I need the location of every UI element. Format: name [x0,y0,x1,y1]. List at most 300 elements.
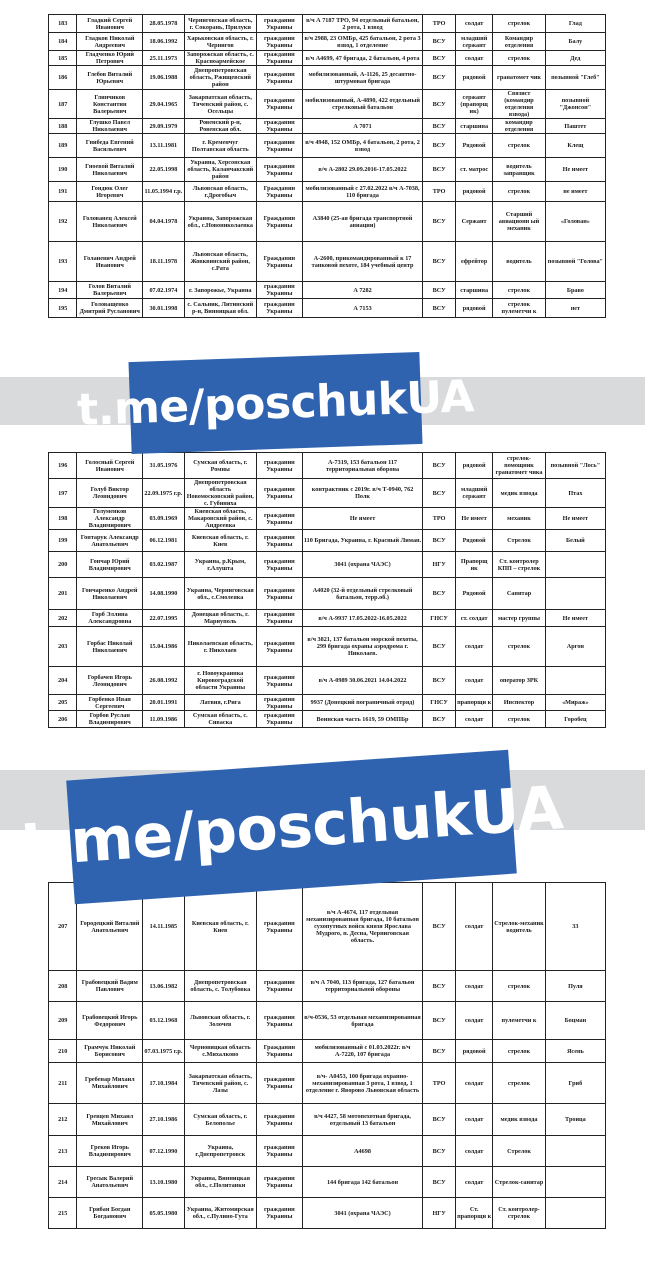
row-number-cell: 206 [49,711,77,728]
table-row [49,51,606,66]
citizenship-cell: гражданин Украины [256,1104,302,1136]
birth-date-cell: 03.12.1968 [143,1002,185,1040]
rank-cell: солдат [456,51,493,66]
birth-date-cell: 07.12.1990 [143,1136,185,1167]
callsign-cell: Паштет [545,119,605,134]
row-number-cell: 207 [49,883,77,971]
table-row [49,578,606,610]
position-cell: Стрелок-санитар [493,1167,546,1198]
full-name-cell: Грабовецкий Вадим Павлович [77,971,143,1002]
birth-date-cell: 15.04.1986 [143,627,185,667]
citizenship-cell: гражданин Украины [256,33,302,51]
citizenship-cell: гражданин Украины [256,1002,302,1040]
full-name-cell: Грамчук Николай Борисович [77,1040,143,1063]
birth-date-cell: 31.05.1976 [143,453,185,479]
row-number-cell: 185 [49,51,77,66]
full-name-cell: Глушко Павел Николаевич [77,119,143,134]
birth-date-cell: 19.06.1988 [143,66,185,90]
service-branch-cell: ВСУ [423,66,456,90]
birth-date-cell: 03.09.1969 [143,508,185,530]
service-branch-cell: ВСУ [423,711,456,728]
rank-cell: старшина [456,119,493,134]
rank-cell: младший сержант [456,33,493,51]
position-cell: гранатомет чик [493,66,546,90]
service-branch-cell: ГНСУ [423,610,456,627]
position-cell: стрелок [493,1063,546,1104]
service-branch-cell: ВСУ [423,119,456,134]
service-branch-cell: ВСУ [423,530,456,552]
row-number-cell: 200 [49,552,77,578]
row-number-cell: 196 [49,453,77,479]
military-unit-cell: А 7282 [302,282,422,299]
military-unit-cell: контрактник с 2019г. в/ч Т-0940, 762 Полк [302,479,422,508]
service-branch-cell: ТРО [423,1063,456,1104]
table-row [49,479,606,508]
full-name-cell: Гладков Николай Андреевич [77,33,143,51]
military-unit-cell: А4020 (32-й отдельный стрелковый батальон, терр.об.) [302,578,422,610]
service-branch-cell: НГУ [423,1198,456,1229]
table-row [49,552,606,578]
row-number-cell: 199 [49,530,77,552]
row-number-cell: 202 [49,610,77,627]
callsign-cell: Ясень [545,1040,605,1063]
table-row [49,530,606,552]
table-row [49,90,606,119]
citizenship-cell: гражданин Украины [256,695,302,711]
birth-date-cell: 26.08.1992 [143,667,185,695]
full-name-cell: Гребенар Михаил Михайлович [77,1063,143,1104]
position-cell: водитель [493,242,546,282]
service-branch-cell: ВСУ [423,134,456,158]
birth-date-cell: 13.11.1981 [143,134,185,158]
callsign-cell: Пуля [545,971,605,1002]
birth-date-cell: 27.10.1986 [143,1104,185,1136]
row-number-cell: 188 [49,119,77,134]
rank-cell: Не имеет [456,508,493,530]
position-cell: Связист (командир отделения взвода) [493,90,546,119]
birth-date-cell: 20.01.1991 [143,695,185,711]
service-branch-cell: ТРО [423,15,456,33]
soldier-table-page-two [48,452,606,728]
callsign-cell: нет [545,299,605,318]
birthplace-cell: г. Запорожье, Украина [184,282,256,299]
page-two [0,425,645,770]
soldier-table-page-three [48,882,606,1229]
page-one [0,0,645,377]
birthplace-cell: г. Кременчуг Полтавская область [184,134,256,158]
military-unit-cell: в/ч А 7187 ТРО, 94 отдельный батальон, 2 рота, 1 взвод [302,15,422,33]
birthplace-cell: Закарпатская область, Тячевский район, с. Лазы [184,1063,256,1104]
birthplace-cell: Киевская область, Макаровский район, с. Андреевка [184,508,256,530]
row-number-cell: 209 [49,1002,77,1040]
citizenship-cell: гражданин Украины [256,508,302,530]
table-row [49,242,606,282]
citizenship-cell: гражданин Украины [256,971,302,1002]
service-branch-cell: ВСУ [423,1104,456,1136]
military-unit-cell: А 7153 [302,299,422,318]
rank-cell: Сержант [456,202,493,242]
position-cell: стрелок [493,1040,546,1063]
service-branch-cell: ВСУ [423,667,456,695]
table-row [49,158,606,182]
full-name-cell: Голованец Алексей Николаевич [77,202,143,242]
table-row [49,508,606,530]
service-branch-cell: ВСУ [423,1167,456,1198]
full-name-cell: Голосный Сергей Иванович [77,453,143,479]
rank-cell: солдат [456,1136,493,1167]
full-name-cell: Глебов Виталий Юрьевич [77,66,143,90]
rank-cell: рядовой [456,1040,493,1063]
citizenship-cell: гражданин Украины [256,90,302,119]
row-number-cell: 203 [49,627,77,667]
citizenship-cell: гражданин Украины [256,578,302,610]
birth-date-cell: 18.06.1992 [143,33,185,51]
full-name-cell: Голаневич Андрей Иванович [77,242,143,282]
table-row [49,182,606,202]
position-cell: Стрелок [493,530,546,552]
citizenship-cell: гражданин Украины [256,711,302,728]
position-cell: Стрелок-механик водитель [493,883,546,971]
full-name-cell: Гноевой Виталий Николаевич [77,158,143,182]
citizenship-cell: Гражданин Украины [256,182,302,202]
birth-date-cell: 29.09.1979 [143,119,185,134]
callsign-cell [545,552,605,578]
military-unit-cell: в/ч А-0989 30.06.2021 14.04.2022 [302,667,422,695]
full-name-cell: Голуб Виктор Леонидович [77,479,143,508]
full-name-cell: Горбенко Иван Сергеевич [77,695,143,711]
position-cell: механик [493,508,546,530]
full-name-cell: Головащенко Дмитрий Русланович [77,299,143,318]
birthplace-cell: Сумская область, г. Белополье [184,1104,256,1136]
citizenship-cell: гражданин Украины [256,299,302,318]
callsign-cell [545,1136,605,1167]
table-row [49,1167,606,1198]
military-unit-cell: в/ч А4699, 47 бригада, 2 батальон, 4 рота [302,51,422,66]
service-branch-cell: ВСУ [423,242,456,282]
row-number-cell: 212 [49,1104,77,1136]
birthplace-cell: Сумская область, с. Сиваска [184,711,256,728]
position-cell: медик взвода [493,479,546,508]
citizenship-cell: гражданин Украины [256,610,302,627]
callsign-cell: Не имеет [545,508,605,530]
full-name-cell: Глинчиков Константин Валерьевич [77,90,143,119]
row-number-cell: 183 [49,15,77,33]
row-number-cell: 213 [49,1136,77,1167]
military-unit-cell: 110 Бригада, Украина, г. Красный Лиман. [302,530,422,552]
table-row [49,202,606,242]
birthplace-cell: Киевская область, г. Киев [184,530,256,552]
service-branch-cell: ВСУ [423,479,456,508]
full-name-cell: Грабовецкий Игорь Федорович [77,1002,143,1040]
military-unit-cell: в/ч- А0453, 100 бригада охранно-механизированная 3 рота, 1 взвод, 1 отделение г. Яворово Львовская область [302,1063,422,1104]
callsign-cell: позывной "Глеб" [545,66,605,90]
full-name-cell: Греков Игорь Владимирович [77,1136,143,1167]
rank-cell: солдат [456,1167,493,1198]
birthplace-cell: Черниговская область, г. Сокорань, Прилуки [184,15,256,33]
full-name-cell: Горбов Руслан Владимирович [77,711,143,728]
military-unit-cell: мобилизованный с 27.02.2022 в/ч А-7038, 110 бригада [302,182,422,202]
citizenship-cell: гражданин Украины [256,158,302,182]
military-unit-cell: мобилизованный, А-4890, 422 отдельный стрелковый батальон [302,90,422,119]
service-branch-cell: ВСУ [423,883,456,971]
rank-cell: рядовой [456,182,493,202]
citizenship-cell: гражданин Украины [256,453,302,479]
citizenship-cell: гражданин Украины [256,530,302,552]
rank-cell: солдат [456,627,493,667]
full-name-cell: Гонтарук Александр Анатольевич [77,530,143,552]
birth-date-cell: 04.04.1978 [143,202,185,242]
watermark-banner: t.me/poschukUA [132,355,420,451]
birthplace-cell: Сумская область, г. Ромны [184,453,256,479]
birthplace-cell: Донецкая область, г. Мариуполь [184,610,256,627]
position-cell: стрелок [493,182,546,202]
position-cell: стрелок [493,971,546,1002]
military-unit-cell: в/ч 3821, 137 батальон морской пехоты, 299 бригада охраны аэродрома г. Николаев. [302,627,422,667]
full-name-cell: Городецкий Виталий Анатольевич [77,883,143,971]
watermark-banner: t.me/poschukUA [69,753,513,901]
callsign-cell: не имеет [545,182,605,202]
birthplace-cell: Днепропетровская область, с. Толубовка [184,971,256,1002]
birthplace-cell: Украина, г.Днепропетровск [184,1136,256,1167]
callsign-cell: «Голован» [545,202,605,242]
rank-cell: ст. матрос [456,158,493,182]
military-unit-cell: в/ч-0536, 53 отдельная механизированная бригада [302,1002,422,1040]
row-number-cell: 194 [49,282,77,299]
birth-date-cell: 18.11.1978 [143,242,185,282]
service-branch-cell: ТРО [423,182,456,202]
birthplace-cell: Львовская область, г.Дрогобыч [184,182,256,202]
citizenship-cell: Гражданин Украины [256,242,302,282]
military-unit-cell: мобилизованный, А-1126, 25 десантно-штурмовая бригада [302,66,422,90]
service-branch-cell: ВСУ [423,158,456,182]
callsign-cell: Боцман [545,1002,605,1040]
callsign-cell: Горобец [545,711,605,728]
birthplace-cell: Украина, Черниговская обл., с.Смолеяка [184,578,256,610]
service-branch-cell: ВСУ [423,627,456,667]
position-cell: Ст. контролер КПП – стрелок [493,552,546,578]
row-number-cell: 205 [49,695,77,711]
service-branch-cell: ВСУ [423,453,456,479]
callsign-cell: Птах [545,479,605,508]
birth-date-cell: 29.04.1965 [143,90,185,119]
rank-cell: солдат [456,1063,493,1104]
full-name-cell: Голуменков Александр Владимирович [77,508,143,530]
position-cell: пулеметчи к [493,1002,546,1040]
military-unit-cell: 3041 (охрана ЧАЭС) [302,552,422,578]
birth-date-cell: 07.02.1974 [143,282,185,299]
full-name-cell: Гладченко Юрий Петрович [77,51,143,66]
table-row [49,1002,606,1040]
military-unit-cell: Не имеет [302,508,422,530]
full-name-cell: Гончар Юрий Владимирович [77,552,143,578]
callsign-cell: Клещ [545,134,605,158]
birthplace-cell: Черновицкая область с.Михалково [184,1040,256,1063]
callsign-cell [545,1167,605,1198]
citizenship-cell: гражданин Украины [256,1198,302,1229]
row-number-cell: 204 [49,667,77,695]
birth-date-cell: 22.07.1995 [143,610,185,627]
service-branch-cell: ТРО [423,508,456,530]
callsign-cell: Дед [545,51,605,66]
table-row [49,1198,606,1229]
birth-date-cell: 22.05.1998 [143,158,185,182]
military-unit-cell: А-7319, 153 батальон 117 территориальная оборона [302,453,422,479]
service-branch-cell: ВСУ [423,971,456,1002]
service-branch-cell: ВСУ [423,282,456,299]
service-branch-cell: ВСУ [423,578,456,610]
table-row [49,1136,606,1167]
table-row [49,711,606,728]
military-unit-cell: мобилизованный с 01.03.2022г. в/ч А-7220, 107 бригада [302,1040,422,1063]
row-number-cell: 189 [49,134,77,158]
callsign-cell: 33 [545,883,605,971]
row-number-cell: 197 [49,479,77,508]
military-unit-cell: в/ч А-2802 29.09.2016-17.05.2022 [302,158,422,182]
citizenship-cell: гражданин Украины [256,134,302,158]
full-name-cell: Гнибеда Евгений Васильевич [77,134,143,158]
table-row [49,610,606,627]
rank-cell: Рядовой [456,578,493,610]
rank-cell: ефрейтор [456,242,493,282]
citizenship-cell: гражданин Украины [256,883,302,971]
position-cell: стрелок [493,134,546,158]
military-unit-cell: Воинская часть 1619, 59 ОМПБр [302,711,422,728]
birthplace-cell: Днепропетровская область, Ржищевский район [184,66,256,90]
table-row [49,453,606,479]
position-cell: стрелок [493,711,546,728]
rank-cell: младший сержант [456,479,493,508]
row-number-cell: 191 [49,182,77,202]
row-number-cell: 190 [49,158,77,182]
military-unit-cell: в/ч 2988, 23 ОМБр, 425 батальон, 2 рота 3 взвод, 1 отделение [302,33,422,51]
table-row [49,33,606,51]
rank-cell: старшина [456,282,493,299]
callsign-cell: «Мираж» [545,695,605,711]
callsign-cell: Аргон [545,627,605,667]
birth-date-cell: 14.11.1985 [143,883,185,971]
full-name-cell: Голов Виталий Валерьевич [77,282,143,299]
row-number-cell: 193 [49,242,77,282]
position-cell: медик взвода [493,1104,546,1136]
table-row [49,1104,606,1136]
position-cell: Старший авиационн ый механик [493,202,546,242]
rank-cell: Ст. прапорщи к [456,1198,493,1229]
birth-date-cell: 22.09.1975 г.р. [143,479,185,508]
row-number-cell: 201 [49,578,77,610]
row-number-cell: 215 [49,1198,77,1229]
table-row [49,627,606,667]
position-cell: Стрелок [493,1136,546,1167]
position-cell: стрелок пулеметчи к [493,299,546,318]
citizenship-cell: гражданин Украины [256,479,302,508]
birthplace-cell: Львовская область, Жовквинский район, с.Рата [184,242,256,282]
citizenship-cell: гражданин Украины [256,51,302,66]
callsign-cell: Троица [545,1104,605,1136]
rank-cell: солдат [456,1104,493,1136]
table-row [49,66,606,90]
full-name-cell: Гревцев Михаил Михайлович [77,1104,143,1136]
row-number-cell: 186 [49,66,77,90]
birthplace-cell: Запорожская область, с. Красноармейское [184,51,256,66]
rank-cell: солдат [456,15,493,33]
position-cell: водитель заправщик [493,158,546,182]
citizenship-cell: гражданин Украины [256,627,302,667]
callsign-cell: Глад [545,15,605,33]
row-number-cell: 211 [49,1063,77,1104]
birthplace-cell: Украина, Житомирская обл., с.Пулино-Гута [184,1198,256,1229]
service-branch-cell: ВСУ [423,1136,456,1167]
citizenship-cell: Гражданин Украины [256,1040,302,1063]
military-unit-cell: 144 бригада 142 батальон [302,1167,422,1198]
position-cell: оператор ЗРК [493,667,546,695]
birth-date-cell: 07.03.1975 г.р. [143,1040,185,1063]
military-unit-cell: в/ч 4948, 152 ОМБр, 4 батальон, 2 рота, 2 взвод [302,134,422,158]
military-unit-cell: А3840 (25-ая бригада транспортной авиации) [302,202,422,242]
full-name-cell: Гресык Валерий Анатольевич [77,1167,143,1198]
birthplace-cell: Украина, Винницкая обл., с.Политанки [184,1167,256,1198]
birthplace-cell: Харьковская область, г. Чернигов [184,33,256,51]
full-name-cell: Гладкий Сергей Иванович [77,15,143,33]
rank-cell: солдат [456,711,493,728]
birth-date-cell: 11.09.1986 [143,711,185,728]
callsign-cell: Белый [545,530,605,552]
rank-cell: сержант (прапорщ ик) [456,90,493,119]
military-unit-cell: А4698 [302,1136,422,1167]
birthplace-cell: Львовская область, г. Золочев [184,1002,256,1040]
service-branch-cell: НГУ [423,552,456,578]
birth-date-cell: 13.06.1982 [143,971,185,1002]
callsign-cell: Гриб [545,1063,605,1104]
rank-cell: прапорщи к [456,695,493,711]
rank-cell: ст. солдат [456,610,493,627]
citizenship-cell: гражданин Украины [256,15,302,33]
birth-date-cell: 05.05.1980 [143,1198,185,1229]
position-cell: стрелок [493,51,546,66]
row-number-cell: 198 [49,508,77,530]
table-row [49,667,606,695]
citizenship-cell: гражданин Украины [256,282,302,299]
full-name-cell: Гондюк Олег Игоревич [77,182,143,202]
rank-cell: солдат [456,1002,493,1040]
table-row [49,282,606,299]
citizenship-cell: гражданин Украины [256,66,302,90]
full-name-cell: Грибан Богдан Богданович [77,1198,143,1229]
birthplace-cell: Украина, р.Крым, г.Алушта [184,552,256,578]
table-row [49,15,606,33]
position-cell: Командир отделения [493,33,546,51]
row-number-cell: 208 [49,971,77,1002]
table-row [49,695,606,711]
callsign-cell: позывной "Голова" [545,242,605,282]
rank-cell: солдат [456,667,493,695]
citizenship-cell: гражданин Украины [256,552,302,578]
birthplace-cell: г. Новоукраинка Кировоградской области Украины [184,667,256,695]
position-cell: Санитар [493,578,546,610]
citizenship-cell: гражданин Украины [256,119,302,134]
birthplace-cell: Закарпатская область, Тячевский район, с. Осельцы [184,90,256,119]
callsign-cell: позывной "Джонсон" [545,90,605,119]
military-unit-cell: А 7071 [302,119,422,134]
table-row [49,1063,606,1104]
position-cell: Ст. контролер-стрелок [493,1198,546,1229]
birth-date-cell: 14.08.1990 [143,578,185,610]
callsign-cell: позывной "Лось" [545,453,605,479]
military-unit-cell: в/ч 4427, 58 мотопехотная бригада, отдельный 13 батальон [302,1104,422,1136]
full-name-cell: Горбачев Игорь Леонидович [77,667,143,695]
service-branch-cell: ВСУ [423,90,456,119]
table-row [49,971,606,1002]
birth-date-cell: 25.11.1973 [143,51,185,66]
